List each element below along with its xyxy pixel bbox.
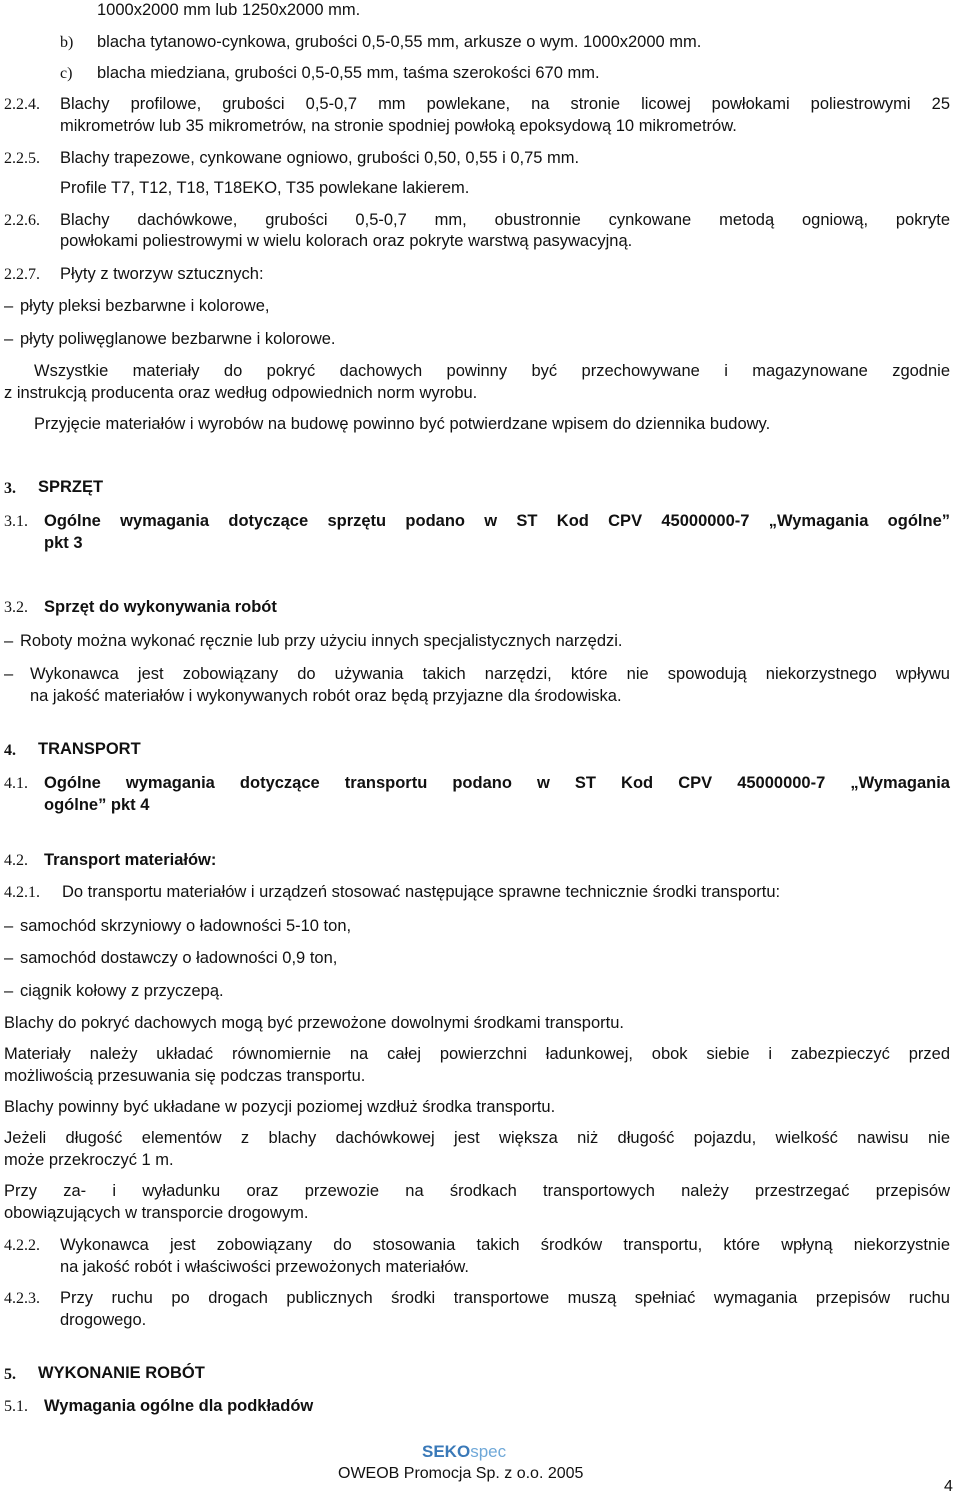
dash-bullet: – [4, 665, 14, 683]
text-line: 1000x2000 mm lub 1250x2000 mm. [97, 1, 361, 19]
section-number: 3.1. [4, 513, 28, 530]
company-logo [422, 1441, 506, 1462]
text-line: Wykonawca jest zobowiązany do stosowania takich środków transportu, które wpłyną niekorzystnie [60, 1236, 950, 1254]
list-item: płyty pleksi bezbarwne i kolorowe, [20, 297, 270, 315]
text-line: może przekroczyć 1 m. [4, 1151, 174, 1169]
section-heading: pkt 3 [44, 534, 83, 552]
section-number: 4.2. [4, 852, 28, 869]
text-line: Profile T7, T12, T18, T18EKO, T35 powlekane lakierem. [60, 179, 470, 197]
list-item: samochód dostawczy o ładowności 0,9 ton, [20, 949, 338, 967]
text-line: blacha tytanowo-cynkowa, grubości 0,5-0,55 mm, arkusze o wym. 1000x2000 mm. [97, 33, 702, 51]
section-number: 3.2. [4, 599, 28, 616]
section-number: 2.2.4. [4, 96, 40, 113]
section-heading: Sprzęt do wykonywania robót [44, 598, 277, 616]
section-number: 4.2.2. [4, 1237, 40, 1254]
dash-bullet: – [4, 917, 14, 935]
section-number: 2.2.5. [4, 150, 40, 167]
section-number: 4.2.3. [4, 1290, 40, 1307]
logo-part-b: spec [470, 1442, 507, 1461]
section-heading: Transport materiałów: [44, 851, 217, 869]
logo-part-a: SEKO [422, 1442, 471, 1461]
section-number: 4.2.1. [4, 884, 40, 901]
text-line: Wszystkie materiały do pokryć dachowych powinny być przechowywane i magazynowane zgodnie [34, 362, 950, 380]
section-heading: Ogólne wymagania dotyczące transportu podano w ST Kod CPV 45000000-7 „Wymagania [44, 774, 950, 792]
list-item: samochód skrzyniowy o ładowności 5-10 ton, [20, 917, 352, 935]
section-number: 2.2.6. [4, 212, 40, 229]
text-line: obowiązujących w transporcie drogowym. [4, 1204, 309, 1222]
list-item: Wykonawca jest zobowiązany do używania takich narzędzi, które nie spowodują niekorzystnego wpływu [30, 665, 950, 683]
list-label: b) [60, 34, 74, 51]
dash-bullet: – [4, 632, 14, 650]
text-line: mikrometrów lub 35 mikrometrów, na stronie spodniej powłoką epoksydową 10 mikrometrów. [60, 117, 737, 135]
page-number: 4 [944, 1478, 953, 1495]
section-number: 2.2.7. [4, 266, 40, 283]
section-number: 3. [4, 480, 16, 497]
text-line: możliwością przesuwania się podczas transportu. [4, 1067, 366, 1085]
section-heading: WYKONANIE ROBÓT [38, 1364, 205, 1382]
text-line: Blachy powinny być układane w pozycji poziomej wzdłuż środka transportu. [4, 1098, 556, 1116]
section-heading: ogólne” pkt 4 [44, 796, 150, 814]
section-heading: Ogólne wymagania dotyczące sprzętu podano w ST Kod CPV 45000000-7 „Wymagania ogólne” [44, 512, 950, 530]
text-line: Blachy do pokryć dachowych mogą być przewożone dowolnymi środkami transportu. [4, 1014, 624, 1032]
text-line: Przy ruchu po drogach publicznych środki transportowe muszą spełniać wymagania przepisów ruchu [60, 1289, 950, 1307]
dash-bullet: – [4, 949, 14, 967]
text-line: powłokami poliestrowymi w wielu kolorach oraz pokryte warstwą pasywacyjną. [60, 232, 633, 250]
text-line: Przyjęcie materiałów i wyrobów na budowę powinno być potwierdzane wpisem do dziennika budowy. [34, 415, 771, 433]
text-line: Blachy dachówkowe, grubości 0,5-0,7 mm, obustronnie cynkowane metodą ogniową, pokryte [60, 211, 950, 229]
list-item: ciągnik kołowy z przyczepą. [20, 982, 224, 1000]
list-item: na jakość materiałów i wykonywanych robót oraz będą przyjazne dla środowiska. [30, 687, 622, 705]
text-line: blacha miedziana, grubości 0,5-0,55 mm, taśma szerokości 670 mm. [97, 64, 600, 82]
text-line: Przy za- i wyładunku oraz przewozie na środkach transportowych należy przestrzegać przepisów [4, 1182, 950, 1200]
section-heading: TRANSPORT [38, 740, 141, 758]
text-line: na jakość robót i właściwości przewożonych materiałów. [60, 1258, 470, 1276]
text-line: z instrukcją producenta oraz według odpowiednich norm wyrobu. [4, 384, 478, 402]
text-line: Materiały należy układać równomiernie na całej powierzchni ładunkowej, obok siebie i zabezpieczyć przed [4, 1045, 950, 1063]
section-number: 4. [4, 742, 16, 759]
list-label: c) [60, 65, 73, 82]
list-item: Roboty można wykonać ręcznie lub przy użyciu innych specjalistycznych narzędzi. [20, 632, 623, 650]
dash-bullet: – [4, 330, 14, 348]
text-line: Blachy trapezowe, cynkowane ogniowo, grubości 0,50, 0,55 i 0,75 mm. [60, 149, 580, 167]
section-number: 5. [4, 1366, 16, 1383]
section-heading: SPRZĘT [38, 478, 104, 496]
footer-organization: OWEOB Promocja Sp. z o.o. 2005 [338, 1465, 584, 1482]
section-heading: Wymagania ogólne dla podkładów [44, 1397, 314, 1415]
list-item: płyty poliwęglanowe bezbarwne i kolorowe. [20, 330, 336, 348]
text-line: drogowego. [60, 1311, 147, 1329]
dash-bullet: – [4, 297, 14, 315]
text-line: Blachy profilowe, grubości 0,5-0,7 mm powlekane, na stronie licowej powłokami poliestrowymi 25 [60, 95, 950, 113]
section-number: 5.1. [4, 1398, 28, 1415]
text-line: Jeżeli długość elementów z blachy dachówkowej jest większa niż długość pojazdu, wielkość nawisu nie [4, 1129, 950, 1147]
text-line: Do transportu materiałów i urządzeń stosować następujące sprawne technicznie środki transportu: [62, 883, 781, 901]
text-line: Płyty z tworzyw sztucznych: [60, 265, 264, 283]
dash-bullet: – [4, 982, 14, 1000]
section-number: 4.1. [4, 775, 28, 792]
